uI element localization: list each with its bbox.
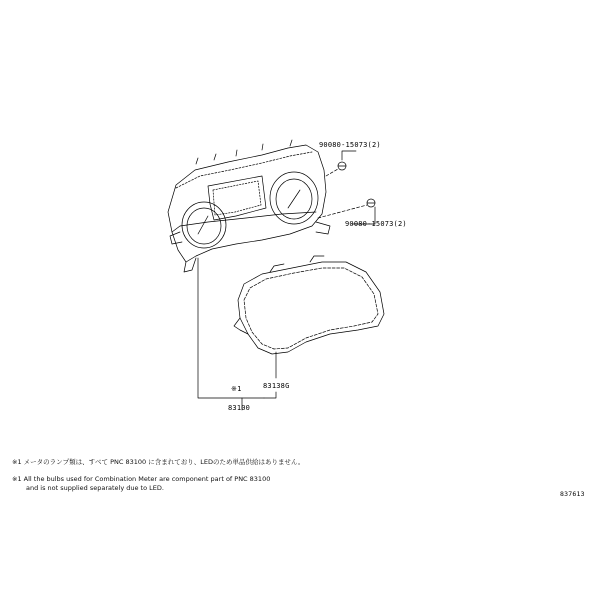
part-number-bulb-lower: 90080-15073(2) bbox=[345, 220, 407, 228]
part-number-meter-glass: 83138G bbox=[263, 382, 290, 390]
meter-glass bbox=[234, 256, 384, 354]
leader-lines bbox=[198, 151, 375, 410]
combination-meter-housing bbox=[168, 140, 330, 272]
bulb-lower-icon bbox=[318, 199, 375, 218]
part-number-assembly: 83100 bbox=[228, 404, 251, 412]
note-japanese: ※1 メータのランプ類は、すべて PNC 83100 に含まれており、LEDのため単品供給はありません。 bbox=[12, 458, 305, 466]
note-english-line2: and is not supplied separately due to LED. bbox=[26, 484, 164, 492]
assembly-note-marker: ※1 bbox=[231, 385, 242, 393]
note-english-line1: ※1 All the bulbs used for Combination Meter are component part of PNC 83100 bbox=[12, 475, 271, 483]
figure-id: 837613 bbox=[560, 490, 585, 498]
part-number-bulb-upper: 90080-15073(2) bbox=[319, 141, 381, 149]
bulb-upper-icon bbox=[326, 162, 346, 176]
